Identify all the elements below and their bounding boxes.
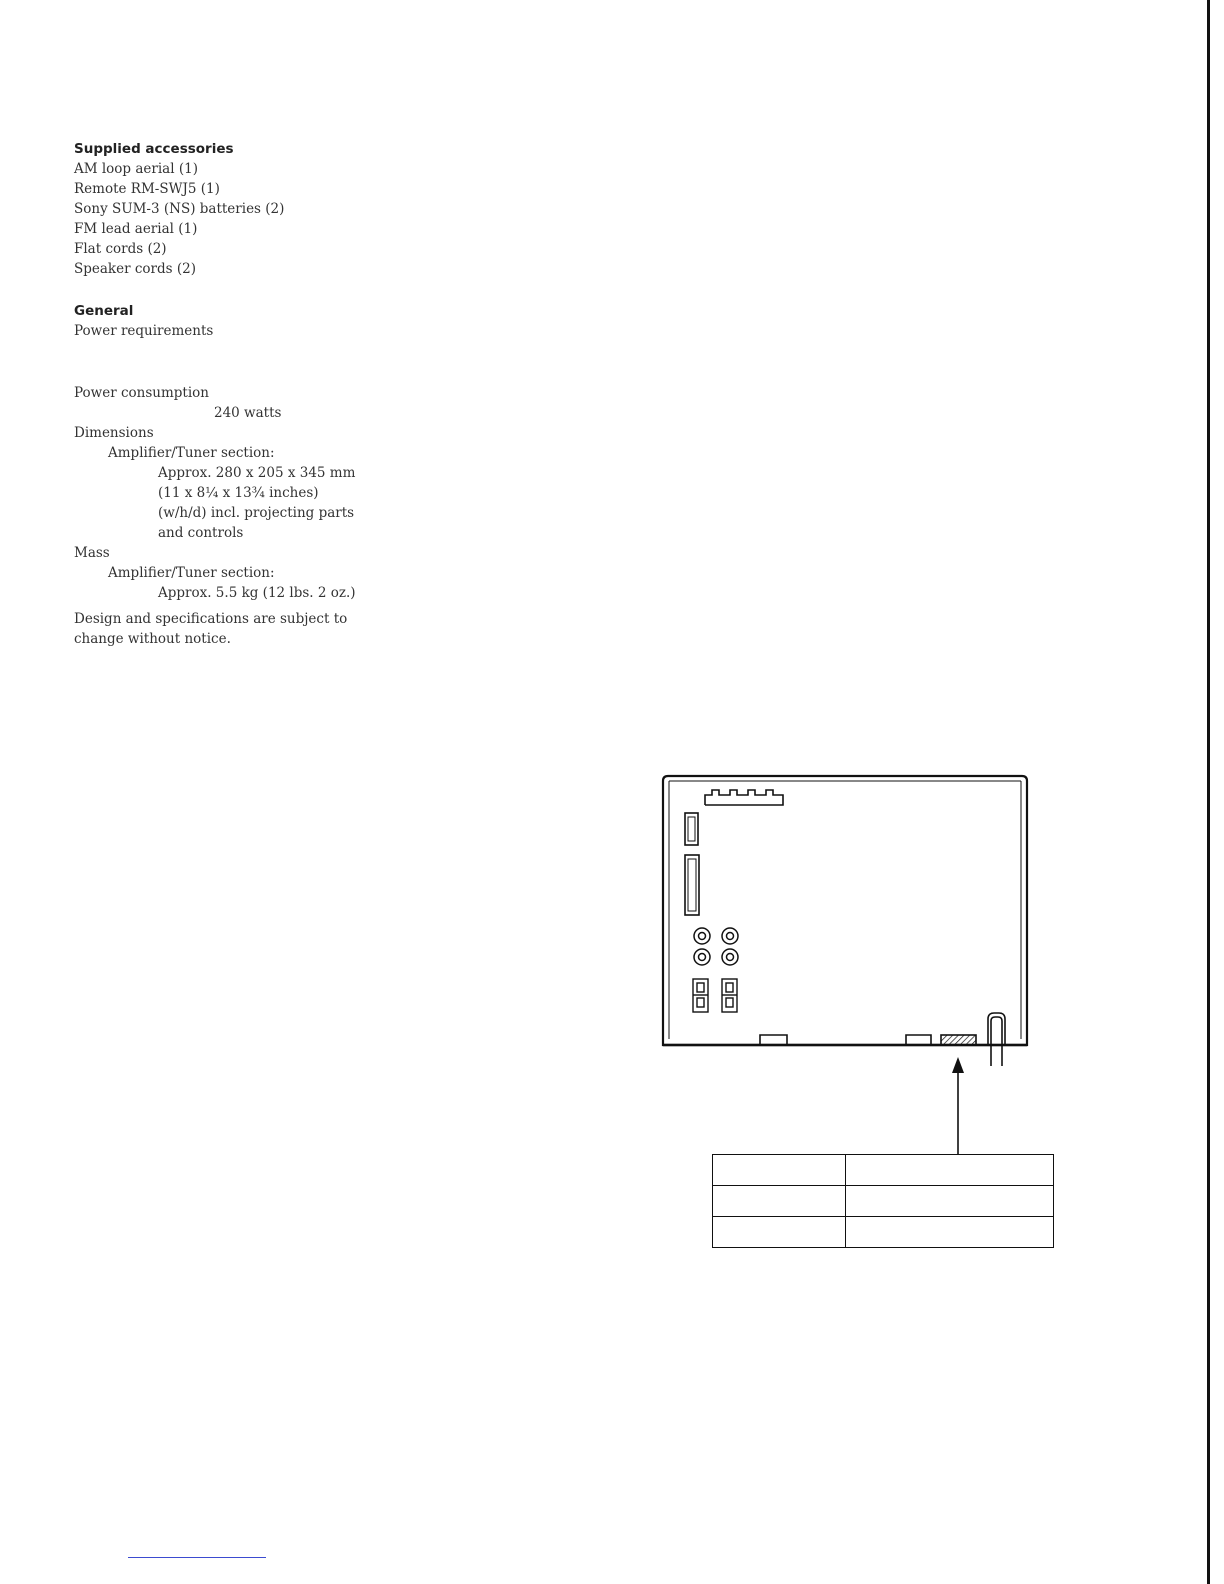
table-cell	[713, 1217, 846, 1248]
accessory-item: Sony SUM-3 (NS) batteries (2)	[74, 201, 285, 217]
page-edge-line	[1207, 0, 1210, 1584]
label-pointer-arrow	[940, 1055, 980, 1155]
disclaimer-text: Design and specifications are subject to change without notice.	[74, 611, 348, 647]
mass-section-label: Amplifier/Tuner section:	[108, 565, 275, 581]
mass-value: Approx. 5.5 kg (12 lbs. 2 oz.)	[158, 585, 356, 601]
table-cell	[713, 1155, 846, 1186]
table-row	[713, 1217, 1054, 1248]
power-cord-icon	[988, 1013, 1005, 1066]
power-consumption-label: Power consumption	[74, 385, 209, 401]
table-cell	[846, 1186, 1054, 1217]
foot-tab	[906, 1035, 931, 1045]
jack-icons	[694, 928, 738, 965]
dimensions-note: (w/h/d) incl. projecting parts	[158, 505, 355, 521]
top-connector-icon	[705, 790, 783, 805]
model-label-area	[941, 1035, 976, 1045]
long-slot-icon	[685, 855, 699, 915]
dimensions-value-mm: Approx. 280 x 205 x 345 mm	[158, 465, 356, 481]
power-requirements-label: Power requirements	[74, 323, 214, 339]
table-cell	[713, 1186, 846, 1217]
unit-rear-panel-diagram	[660, 773, 1060, 1073]
dimensions-label: Dimensions	[74, 425, 154, 441]
accessory-item: Flat cords (2)	[74, 241, 167, 257]
general-heading: General	[74, 303, 134, 319]
accessory-item: AM loop aerial (1)	[74, 161, 198, 177]
table-cell	[846, 1155, 1054, 1186]
dimensions-section-label: Amplifier/Tuner section:	[108, 445, 275, 461]
accessory-item: Remote RM-SWJ5 (1)	[74, 181, 220, 197]
footer-link-underline[interactable]	[128, 1557, 266, 1558]
small-slot-icon	[685, 813, 698, 845]
foot-tab	[760, 1035, 787, 1045]
accessory-item: Speaker cords (2)	[74, 261, 196, 277]
specifications-block	[74, 139, 404, 649]
table-row	[713, 1155, 1054, 1186]
accessory-item: FM lead aerial (1)	[74, 221, 198, 237]
accessories-heading: Supplied accessories	[74, 141, 234, 157]
model-label-table	[712, 1154, 1054, 1248]
mass-label: Mass	[74, 545, 110, 561]
speaker-terminal-icons	[693, 979, 737, 1012]
table-cell	[846, 1217, 1054, 1248]
power-consumption-value: 240 watts	[214, 405, 282, 421]
housing-outline	[663, 776, 1027, 1045]
table-row	[713, 1186, 1054, 1217]
dimensions-value-inches: (11 x 8¼ x 13¾ inches)	[158, 485, 319, 501]
dimensions-note-cont: and controls	[158, 525, 244, 541]
